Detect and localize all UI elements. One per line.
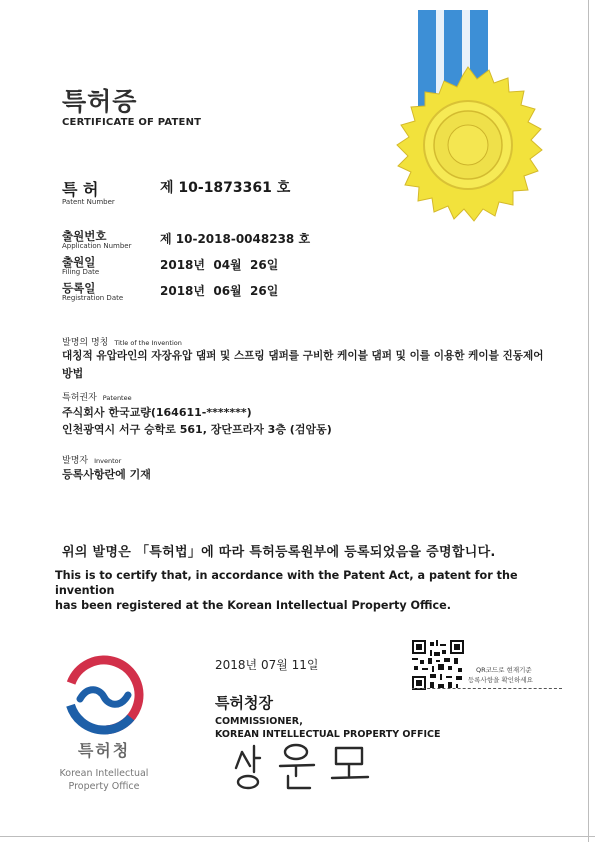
certification-text-en-line1: This is to certify that, in accordance with the Patent Act, a patent for the invention (55, 569, 518, 597)
page-border-right (588, 0, 589, 842)
office-name-en (40, 767, 168, 793)
patent-number-label-en: Patent Number (62, 198, 115, 206)
qr-note-line2: 등록사항을 확인하세요 (468, 676, 533, 684)
patent-number-label: 특 허 (62, 180, 99, 199)
qr-note (468, 665, 533, 685)
invention-title-label-ko: 발명의 명칭 (62, 338, 109, 348)
office-name-en-line2: Property Office (68, 781, 140, 792)
certification-text-en (55, 568, 555, 613)
certificate-title-en: CERTIFICATE OF PATENT (62, 117, 202, 128)
office-name-ko: 특허청 (77, 741, 131, 760)
invention-title-value (62, 348, 572, 382)
filing-date-value: 2018년 04월 26일 (160, 258, 279, 272)
filing-date-label-en: Filing Date (62, 268, 100, 276)
application-number-label-en: Application Number (62, 242, 132, 250)
certification-text-ko: 위의 발명은 「특허법」에 따라 특허등록원부에 등록되었음을 증명합니다. (62, 545, 496, 560)
commissioner-title-ko: 특허청장 (215, 694, 273, 712)
inventor-label-ko: 발명자 (62, 456, 89, 466)
patent-number-value: 제 10-1873361 호 (160, 180, 291, 196)
qr-note-line1: QR코드로 현재기준 (476, 666, 532, 674)
patentee-name: 주식회사 한국교량(164611-*******) (62, 406, 252, 419)
patentee-label-en: Patentee (102, 394, 132, 402)
kipo-logo-icon (60, 655, 148, 735)
certificate-title-ko: 특허증 (62, 87, 138, 116)
invention-title-line2: 방법 (62, 367, 84, 380)
inventor-value: 등록사항란에 기재 (62, 468, 151, 481)
application-number-value: 제 10-2018-0048238 호 (160, 232, 311, 246)
inventor-label-en: Inventor (94, 457, 122, 465)
gold-seal-icon (388, 60, 548, 230)
inventor-label (62, 453, 121, 466)
patentee-value (62, 404, 332, 438)
page-border-bottom (0, 836, 595, 837)
patentee-label-ko: 특허권자 (62, 393, 97, 403)
invention-title-line1: 대칭적 유압라인의 자장유압 댐퍼 및 스프링 댐퍼를 구비한 케이블 댐퍼 및 이를 이용한 케이블 진동제어 (62, 350, 544, 362)
application-number-label: 출원번호 (62, 229, 107, 243)
commissioner-title-en-line2: KOREAN INTELLECTUAL PROPERTY OFFICE (215, 729, 441, 740)
qr-code-icon (412, 640, 464, 690)
invention-title-label-en: Title of the Invention (114, 339, 182, 347)
invention-title-label (62, 335, 182, 348)
commissioner-title-en-line1: COMMISSIONER, (215, 716, 303, 727)
commissioner-signature (228, 738, 378, 798)
registration-date-label-en: Registration Date (62, 294, 124, 302)
patentee-label (62, 390, 132, 403)
qr-divider (412, 688, 562, 689)
issue-date: 2018년 07월 11일 (215, 658, 319, 672)
registration-date-label: 등록일 (62, 281, 96, 295)
patentee-address: 인천광역시 서구 승학로 561, 장단프라자 3층 (검암동) (62, 423, 332, 436)
certification-text-en-line2: has been registered at the Korean Intellectual Property Office. (55, 599, 451, 612)
registration-date-value: 2018년 06월 26일 (160, 284, 279, 298)
filing-date-label: 출원일 (62, 255, 96, 269)
office-name-en-line1: Korean Intellectual (59, 768, 149, 779)
